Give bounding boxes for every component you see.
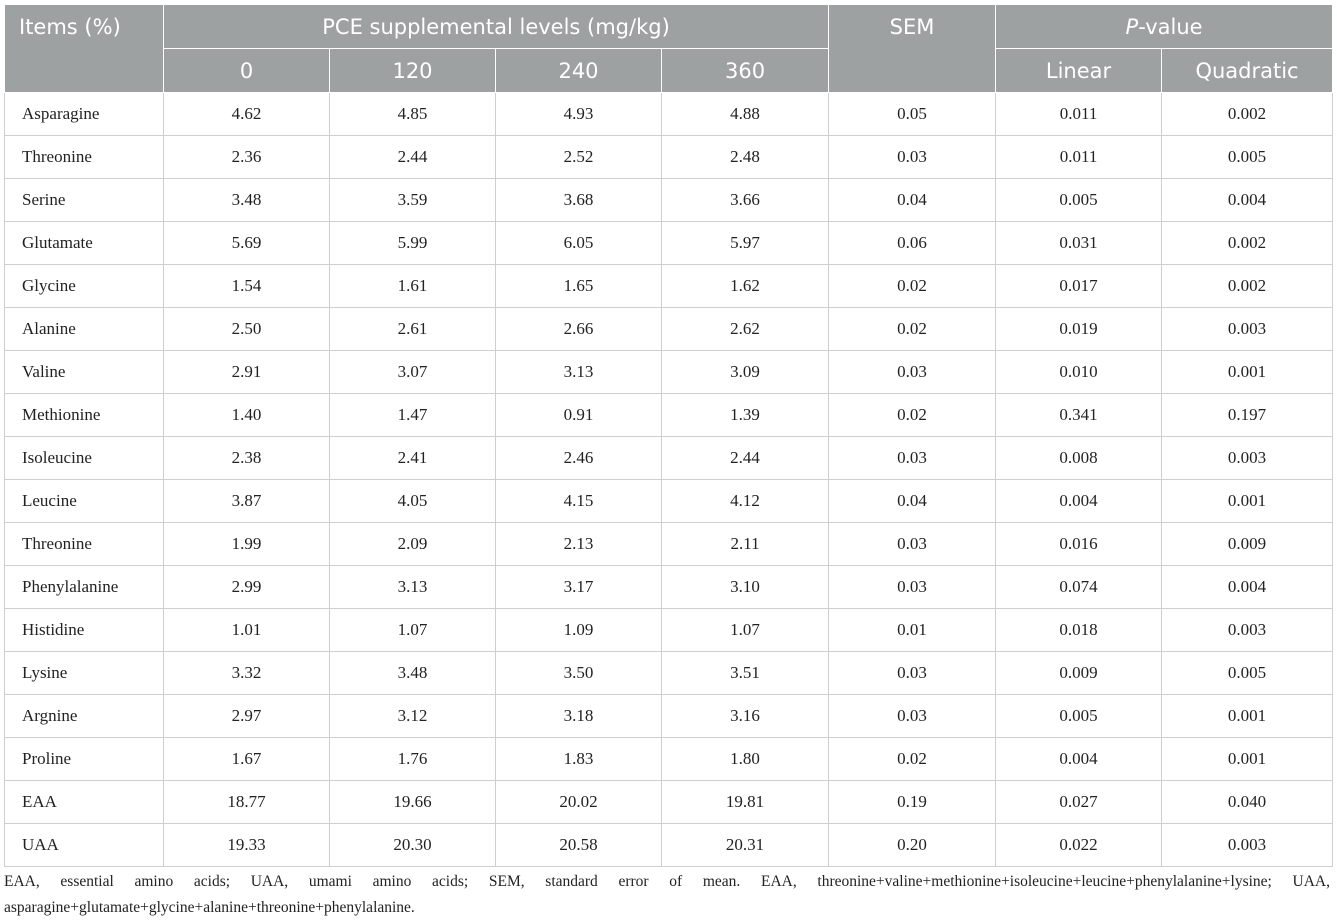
level-120-cell: 3.48 [330,652,496,695]
level-240-cell: 0.91 [496,394,662,437]
level-0-cell: 3.48 [164,179,330,222]
linear-p-cell: 0.019 [996,308,1162,351]
quadratic-p-cell: 0.001 [1162,351,1333,394]
table-body [5,93,1333,867]
level-120-cell: 1.76 [330,738,496,781]
sem-cell: 0.05 [829,93,996,136]
quadratic-p-cell: 0.005 [1162,136,1333,179]
item-name-cell: Asparagine [5,93,164,136]
sem-cell: 0.03 [829,695,996,738]
table-row [5,179,1333,222]
quadratic-p-cell: 0.001 [1162,480,1333,523]
level-0-cell: 3.87 [164,480,330,523]
sem-cell: 0.19 [829,781,996,824]
table-row [5,222,1333,265]
quadratic-p-cell: 0.003 [1162,824,1333,867]
table-row [5,136,1333,179]
linear-p-cell: 0.074 [996,566,1162,609]
p-value-italic-p: P [1125,14,1139,39]
level-360-cell: 2.62 [662,308,829,351]
pce-levels-header: PCE supplemental levels (mg/kg) [164,5,829,49]
level-240-cell: 3.17 [496,566,662,609]
level-120-cell: 3.07 [330,351,496,394]
quadratic-p-cell: 0.004 [1162,179,1333,222]
level-240-cell: 4.93 [496,93,662,136]
quadratic-p-cell: 0.001 [1162,738,1333,781]
level-120-cell: 2.41 [330,437,496,480]
item-name-cell: Valine [5,351,164,394]
linear-p-cell: 0.017 [996,265,1162,308]
linear-p-cell: 0.008 [996,437,1162,480]
level-120-cell: 20.30 [330,824,496,867]
table-row [5,523,1333,566]
item-name-cell: Proline [5,738,164,781]
linear-p-cell: 0.005 [996,695,1162,738]
linear-p-cell: 0.341 [996,394,1162,437]
level-360-cell: 1.07 [662,609,829,652]
level-120-cell: 3.13 [330,566,496,609]
level-0-cell: 2.99 [164,566,330,609]
level-240-cell: 3.50 [496,652,662,695]
item-name-cell: UAA [5,824,164,867]
quadratic-p-cell: 0.002 [1162,222,1333,265]
linear-p-cell: 0.027 [996,781,1162,824]
sem-cell: 0.03 [829,652,996,695]
level-120-cell: 2.61 [330,308,496,351]
quadratic-p-cell: 0.003 [1162,308,1333,351]
level-240-cell: 3.68 [496,179,662,222]
table-row [5,480,1333,523]
level-0-cell: 1.67 [164,738,330,781]
table-footnote: EAA, essential amino acids; UAA, umami amino acids; SEM, standard error of mean. EAA, threonine+valine+methionine+isoleucine+leucine+phenylalanine+lysine; UAA, asparagine+glutamate+glycine+alanine+threonine+phenylalanine. [4,873,1330,916]
level-360-cell: 3.66 [662,179,829,222]
linear-p-cell: 0.031 [996,222,1162,265]
quadratic-p-cell: 0.003 [1162,609,1333,652]
linear-p-cell: 0.010 [996,351,1162,394]
table-row [5,781,1333,824]
quadratic-header: Quadratic [1162,49,1333,93]
level-120-header: 120 [330,49,496,93]
item-name-cell: Phenylalanine [5,566,164,609]
level-240-cell: 1.65 [496,265,662,308]
level-240-cell: 6.05 [496,222,662,265]
level-0-cell: 1.40 [164,394,330,437]
table-header [5,5,1333,93]
item-name-cell: Leucine [5,480,164,523]
quadratic-p-cell: 0.004 [1162,566,1333,609]
level-0-cell: 2.97 [164,695,330,738]
level-0-cell: 2.38 [164,437,330,480]
level-360-cell: 1.62 [662,265,829,308]
item-name-cell: Alanine [5,308,164,351]
level-0-cell: 3.32 [164,652,330,695]
table-row [5,394,1333,437]
table-row [5,308,1333,351]
level-240-cell: 2.52 [496,136,662,179]
level-240-cell: 2.66 [496,308,662,351]
sem-cell: 0.03 [829,437,996,480]
item-name-cell: Serine [5,179,164,222]
level-0-cell: 18.77 [164,781,330,824]
item-name-cell: Threonine [5,136,164,179]
level-240-cell: 2.13 [496,523,662,566]
sem-cell: 0.04 [829,179,996,222]
level-360-header: 360 [662,49,829,93]
linear-p-cell: 0.005 [996,179,1162,222]
level-120-cell: 3.59 [330,179,496,222]
level-360-cell: 1.39 [662,394,829,437]
linear-p-cell: 0.004 [996,738,1162,781]
table-row [5,738,1333,781]
linear-p-cell: 0.011 [996,93,1162,136]
level-360-cell: 20.31 [662,824,829,867]
table-row [5,609,1333,652]
quadratic-p-cell: 0.002 [1162,265,1333,308]
level-360-cell: 1.80 [662,738,829,781]
header-row-top [5,5,1333,49]
level-0-cell: 4.62 [164,93,330,136]
sem-column-header: SEM [829,5,996,93]
level-240-cell: 20.02 [496,781,662,824]
level-0-cell: 1.54 [164,265,330,308]
linear-p-cell: 0.011 [996,136,1162,179]
item-name-cell: Glutamate [5,222,164,265]
level-360-cell: 4.12 [662,480,829,523]
table-row [5,93,1333,136]
linear-p-cell: 0.016 [996,523,1162,566]
item-name-cell: EAA [5,781,164,824]
level-240-cell: 3.18 [496,695,662,738]
level-0-cell: 1.01 [164,609,330,652]
level-0-cell: 5.69 [164,222,330,265]
sem-cell: 0.20 [829,824,996,867]
level-360-cell: 2.11 [662,523,829,566]
sem-cell: 0.03 [829,136,996,179]
table-row [5,695,1333,738]
item-name-cell: Methionine [5,394,164,437]
level-120-cell: 1.07 [330,609,496,652]
level-120-cell: 1.61 [330,265,496,308]
items-column-header: Items (%) [5,5,164,93]
sem-cell: 0.02 [829,394,996,437]
level-360-cell: 3.09 [662,351,829,394]
sem-cell: 0.03 [829,566,996,609]
quadratic-p-cell: 0.197 [1162,394,1333,437]
level-0-cell: 2.36 [164,136,330,179]
level-120-cell: 2.44 [330,136,496,179]
linear-p-cell: 0.018 [996,609,1162,652]
item-name-cell: Threonine [5,523,164,566]
table-row [5,351,1333,394]
quadratic-p-cell: 0.005 [1162,652,1333,695]
level-120-cell: 2.09 [330,523,496,566]
level-120-cell: 4.05 [330,480,496,523]
amino-acid-table [4,4,1333,867]
sem-cell: 0.03 [829,523,996,566]
quadratic-p-cell: 0.009 [1162,523,1333,566]
level-240-cell: 1.83 [496,738,662,781]
p-value-header [996,5,1333,49]
level-360-cell: 3.16 [662,695,829,738]
sem-cell: 0.02 [829,308,996,351]
level-240-cell: 4.15 [496,480,662,523]
table-row [5,652,1333,695]
level-0-cell: 2.91 [164,351,330,394]
level-120-cell: 19.66 [330,781,496,824]
sem-cell: 0.03 [829,351,996,394]
level-0-cell: 1.99 [164,523,330,566]
table-row [5,265,1333,308]
level-120-cell: 4.85 [330,93,496,136]
sem-cell: 0.04 [829,480,996,523]
level-360-cell: 19.81 [662,781,829,824]
level-240-cell: 1.09 [496,609,662,652]
item-name-cell: Argnine [5,695,164,738]
header-row-sub [5,49,1333,93]
level-360-cell: 2.48 [662,136,829,179]
quadratic-p-cell: 0.001 [1162,695,1333,738]
table-row [5,824,1333,867]
item-name-cell: Isoleucine [5,437,164,480]
level-240-cell: 2.46 [496,437,662,480]
level-360-cell: 3.51 [662,652,829,695]
level-120-cell: 3.12 [330,695,496,738]
level-240-header: 240 [496,49,662,93]
sem-cell: 0.02 [829,265,996,308]
item-name-cell: Histidine [5,609,164,652]
table-row [5,437,1333,480]
item-name-cell: Lysine [5,652,164,695]
linear-p-cell: 0.004 [996,480,1162,523]
table-row [5,566,1333,609]
level-240-cell: 3.13 [496,351,662,394]
level-360-cell: 5.97 [662,222,829,265]
sem-cell: 0.02 [829,738,996,781]
item-name-cell: Glycine [5,265,164,308]
sem-cell: 0.06 [829,222,996,265]
level-120-cell: 5.99 [330,222,496,265]
p-value-suffix: -value [1138,14,1203,39]
quadratic-p-cell: 0.003 [1162,437,1333,480]
quadratic-p-cell: 0.040 [1162,781,1333,824]
linear-p-cell: 0.009 [996,652,1162,695]
linear-p-cell: 0.022 [996,824,1162,867]
level-0-cell: 2.50 [164,308,330,351]
level-240-cell: 20.58 [496,824,662,867]
level-360-cell: 4.88 [662,93,829,136]
sem-cell: 0.01 [829,609,996,652]
level-360-cell: 2.44 [662,437,829,480]
level-0-header: 0 [164,49,330,93]
linear-header: Linear [996,49,1162,93]
level-120-cell: 1.47 [330,394,496,437]
quadratic-p-cell: 0.002 [1162,93,1333,136]
level-0-cell: 19.33 [164,824,330,867]
level-360-cell: 3.10 [662,566,829,609]
